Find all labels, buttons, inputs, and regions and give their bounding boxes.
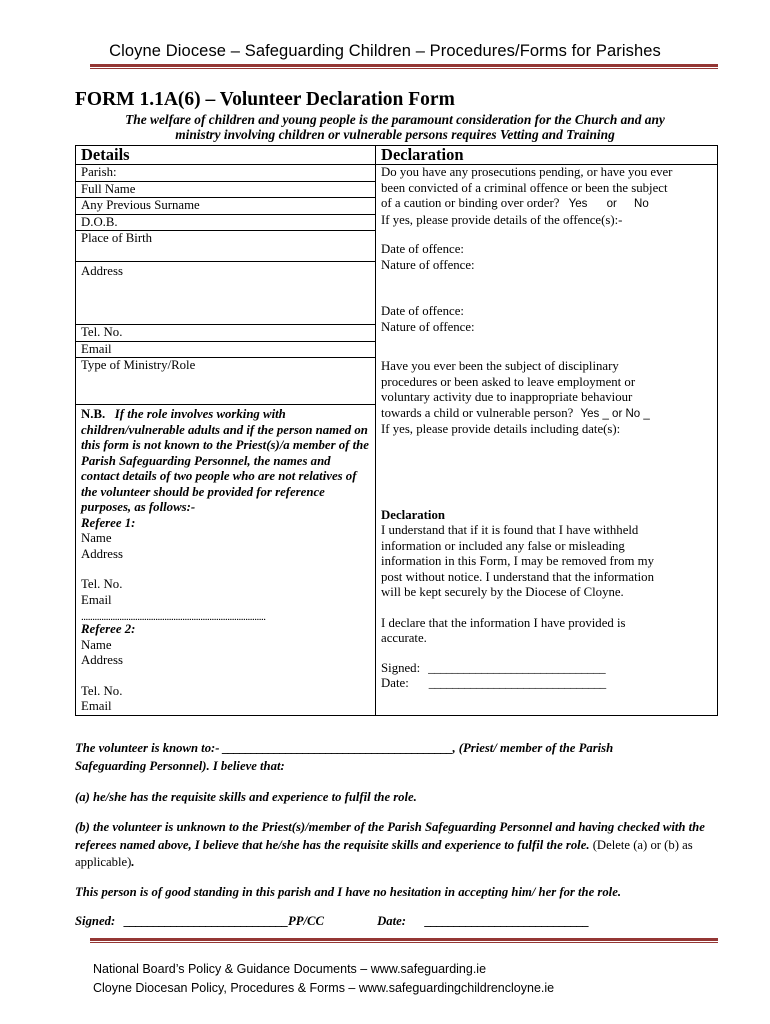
nb-text: If the role involves working with children/vulnerable adults and if the person named on this form is not known to the Priest(s)/a member of the Parish Safeguarding Personnel, the names and contact details of two people who are not relatives of the volunteer should be provided for reference purposes, as follows:- xyxy=(81,407,369,514)
statement-line-4: post without notice. I understand that the information xyxy=(381,569,654,584)
q1-no-option[interactable]: No xyxy=(634,198,649,210)
header-rule xyxy=(90,64,718,69)
referee-2-email[interactable]: Email xyxy=(81,699,112,713)
option-b-text: (b) the volunteer is unknown to the Priest(s)/member of the Parish Safeguarding Personnel and having checked with the referees named above, I believe that he/she has the requisite skills and experience to fulfil the role. xyxy=(75,820,705,852)
nature-of-offence-2[interactable]: Nature of offence: xyxy=(381,319,475,334)
statement-line-3: information in this Form, I may be removed from my xyxy=(381,554,654,568)
referee-2-tel[interactable]: Tel. No. xyxy=(81,683,123,698)
declaration-date-line[interactable]: ______________________________ xyxy=(428,676,606,690)
ppcc-label: PP/CC xyxy=(287,914,324,928)
q2-line-3: voluntary activity due to inappropriate behaviour xyxy=(381,390,633,404)
previous-surname-field[interactable] xyxy=(76,198,376,215)
date-of-offence-2[interactable]: Date of offence: xyxy=(381,304,464,318)
tel-label: Tel. No. xyxy=(81,325,123,339)
declaration-date-label: Date: xyxy=(381,676,409,690)
referee-1-heading: Referee 1: xyxy=(81,515,136,530)
dob-field[interactable] xyxy=(76,214,376,231)
option-b xyxy=(75,819,720,872)
full-name-label: Full Name xyxy=(81,181,136,196)
q2-no-option[interactable]: or No xyxy=(612,407,641,420)
nb-note xyxy=(81,407,370,516)
declaration-heading: Declaration xyxy=(376,146,718,165)
q1-or-text: or xyxy=(606,198,617,210)
priest-signed-line[interactable]: ____________________________ xyxy=(124,914,288,928)
details-heading: Details xyxy=(76,146,376,165)
q1-line-2: been convicted of a criminal offence or been the subject xyxy=(381,180,668,195)
declaration-signed-label: Signed: xyxy=(381,660,421,675)
q2-line-4: towards a child or vulnerable person? xyxy=(381,405,574,420)
accurate-line-2: accurate. xyxy=(381,631,427,645)
option-a: (a) he/she has the requisite skills and experience to fulfil the role. xyxy=(75,790,417,804)
referee-separator: .................................................................................. xyxy=(81,612,266,622)
footer-line-2: Cloyne Diocesan Policy, Procedures & Forms – www.safeguardingchildrencloyne.ie xyxy=(93,981,555,995)
referee-2-heading: Referee 2: xyxy=(81,622,136,636)
referees-cell xyxy=(76,405,376,716)
welfare-statement xyxy=(70,112,720,142)
priest-date-label: Date: xyxy=(377,914,406,928)
priest-signed-label: Signed: xyxy=(75,914,116,928)
statement-line-1: I understand that if it is found that I have withheld xyxy=(381,523,639,537)
nature-of-offence-1[interactable]: Nature of offence: xyxy=(381,257,475,272)
q2-details-prompt: If yes, please provide details including date(s): xyxy=(381,422,621,436)
declaration-signed-line[interactable]: ______________________________ xyxy=(428,660,606,675)
priest-date-line[interactable]: ____________________________ xyxy=(425,914,589,928)
statement-line-5: will be kept securely by the Diocese of Cloyne. xyxy=(381,585,624,599)
good-standing-statement: This person is of good standing in this parish and I have no hesitation in accepting him/ her for the role. xyxy=(75,885,622,899)
previous-surname-label: Any Previous Surname xyxy=(81,198,200,212)
q2-line-1: Have you ever been the subject of disciplinary xyxy=(381,359,619,373)
place-of-birth-label: Place of Birth xyxy=(81,231,153,245)
ministry-role-label: Type of Ministry/Role xyxy=(81,358,196,372)
accurate-line-1: I declare that the information I have provided is xyxy=(381,615,626,630)
q2-yes-option[interactable]: Yes xyxy=(580,407,600,420)
date-of-offence-1[interactable]: Date of offence: xyxy=(381,242,464,256)
option-b-end: . xyxy=(131,855,135,869)
page-header-title: Cloyne Diocese – Safeguarding Children – Procedures/Forms for Parishes xyxy=(109,42,661,60)
ministry-role-field[interactable] xyxy=(76,358,376,405)
email-field[interactable] xyxy=(76,341,376,358)
known-to-blank[interactable]: ________________________________________ xyxy=(222,741,453,755)
dob-label: D.O.B. xyxy=(81,214,118,229)
referee-2-address[interactable]: Address xyxy=(81,653,123,667)
q1-details-prompt: If yes, please provide details of the offence(s):- xyxy=(381,212,623,227)
referee-2-name[interactable]: Name xyxy=(81,637,112,652)
footer-line-1: National Board’s Policy & Guidance Documents – www.safeguarding.ie xyxy=(93,962,487,976)
welfare-line-1: The welfare of children and young people is the paramount consideration for the Church and any xyxy=(125,112,665,127)
referee-1-email[interactable]: Email xyxy=(81,592,112,607)
known-text-3: Safeguarding Personnel). I believe that: xyxy=(75,758,285,773)
known-text-2: , (Priest/ member of the Parish xyxy=(452,741,614,755)
page-footer xyxy=(93,960,554,998)
known-to-paragraph xyxy=(75,740,720,775)
declaration-cell: Do you have any prosecutions pending, or have you ever been convicted of a criminal offence or been the subject of a caution or binding over order? Yes or No If yes, please provide details of the offence(s):- Date of offence: Nature of offence: Date of offence: Nature of offence: Have you ever been the subject of disciplinary procedures or been asked to leave employment or voluntary activity due to inappropriate behaviour towards a child or vulnerable person? Yes _ or No _ If yes, please provide details including date(s): Declaration I understand that if it is found that I have withheld information or included any false or misleading information in this Form, I may be removed from my post without notice. I understand that the information will be kept securely by the Diocese of Cloyne. I declare that the information I have provided is accurate. Signed: ______________________________ Date: ______________________________ xyxy=(376,165,718,716)
option-b-note: (Delete (a) or (b) as applicable) xyxy=(75,837,693,869)
declaration-form-table xyxy=(75,145,718,716)
email-label: Email xyxy=(81,341,112,356)
nb-label: N.B. xyxy=(81,407,106,421)
form-title: FORM 1.1A(6) – Volunteer Declaration Form xyxy=(75,89,455,110)
priest-signature-row xyxy=(75,913,720,931)
q1-line-3: of a caution or binding over order? xyxy=(381,196,560,210)
tel-field[interactable] xyxy=(76,325,376,342)
parish-field[interactable] xyxy=(76,165,376,182)
welfare-line-2: ministry involving children or vulnerable persons requires Vetting and Training xyxy=(175,127,615,142)
statement-line-2: information or included any false or misleading xyxy=(381,538,625,553)
referee-1-tel[interactable]: Tel. No. xyxy=(81,577,123,591)
known-text-1: The volunteer is known to:- xyxy=(75,741,223,755)
footer-rule xyxy=(90,938,718,943)
parish-label: Parish: xyxy=(81,165,117,179)
referee-1-address[interactable]: Address xyxy=(81,546,123,561)
q1-line-1: Do you have any prosecutions pending, or have you ever xyxy=(381,165,673,179)
q2-line-2: procedures or been asked to leave employment or xyxy=(381,374,636,389)
address-label: Address xyxy=(81,264,123,278)
place-of-birth-field[interactable] xyxy=(76,231,376,262)
declaration-subheading: Declaration xyxy=(381,507,445,522)
referee-1-name[interactable]: Name xyxy=(81,531,112,545)
full-name-field[interactable] xyxy=(76,181,376,198)
q1-yes-option[interactable]: Yes xyxy=(568,198,588,210)
address-field[interactable] xyxy=(76,262,376,325)
